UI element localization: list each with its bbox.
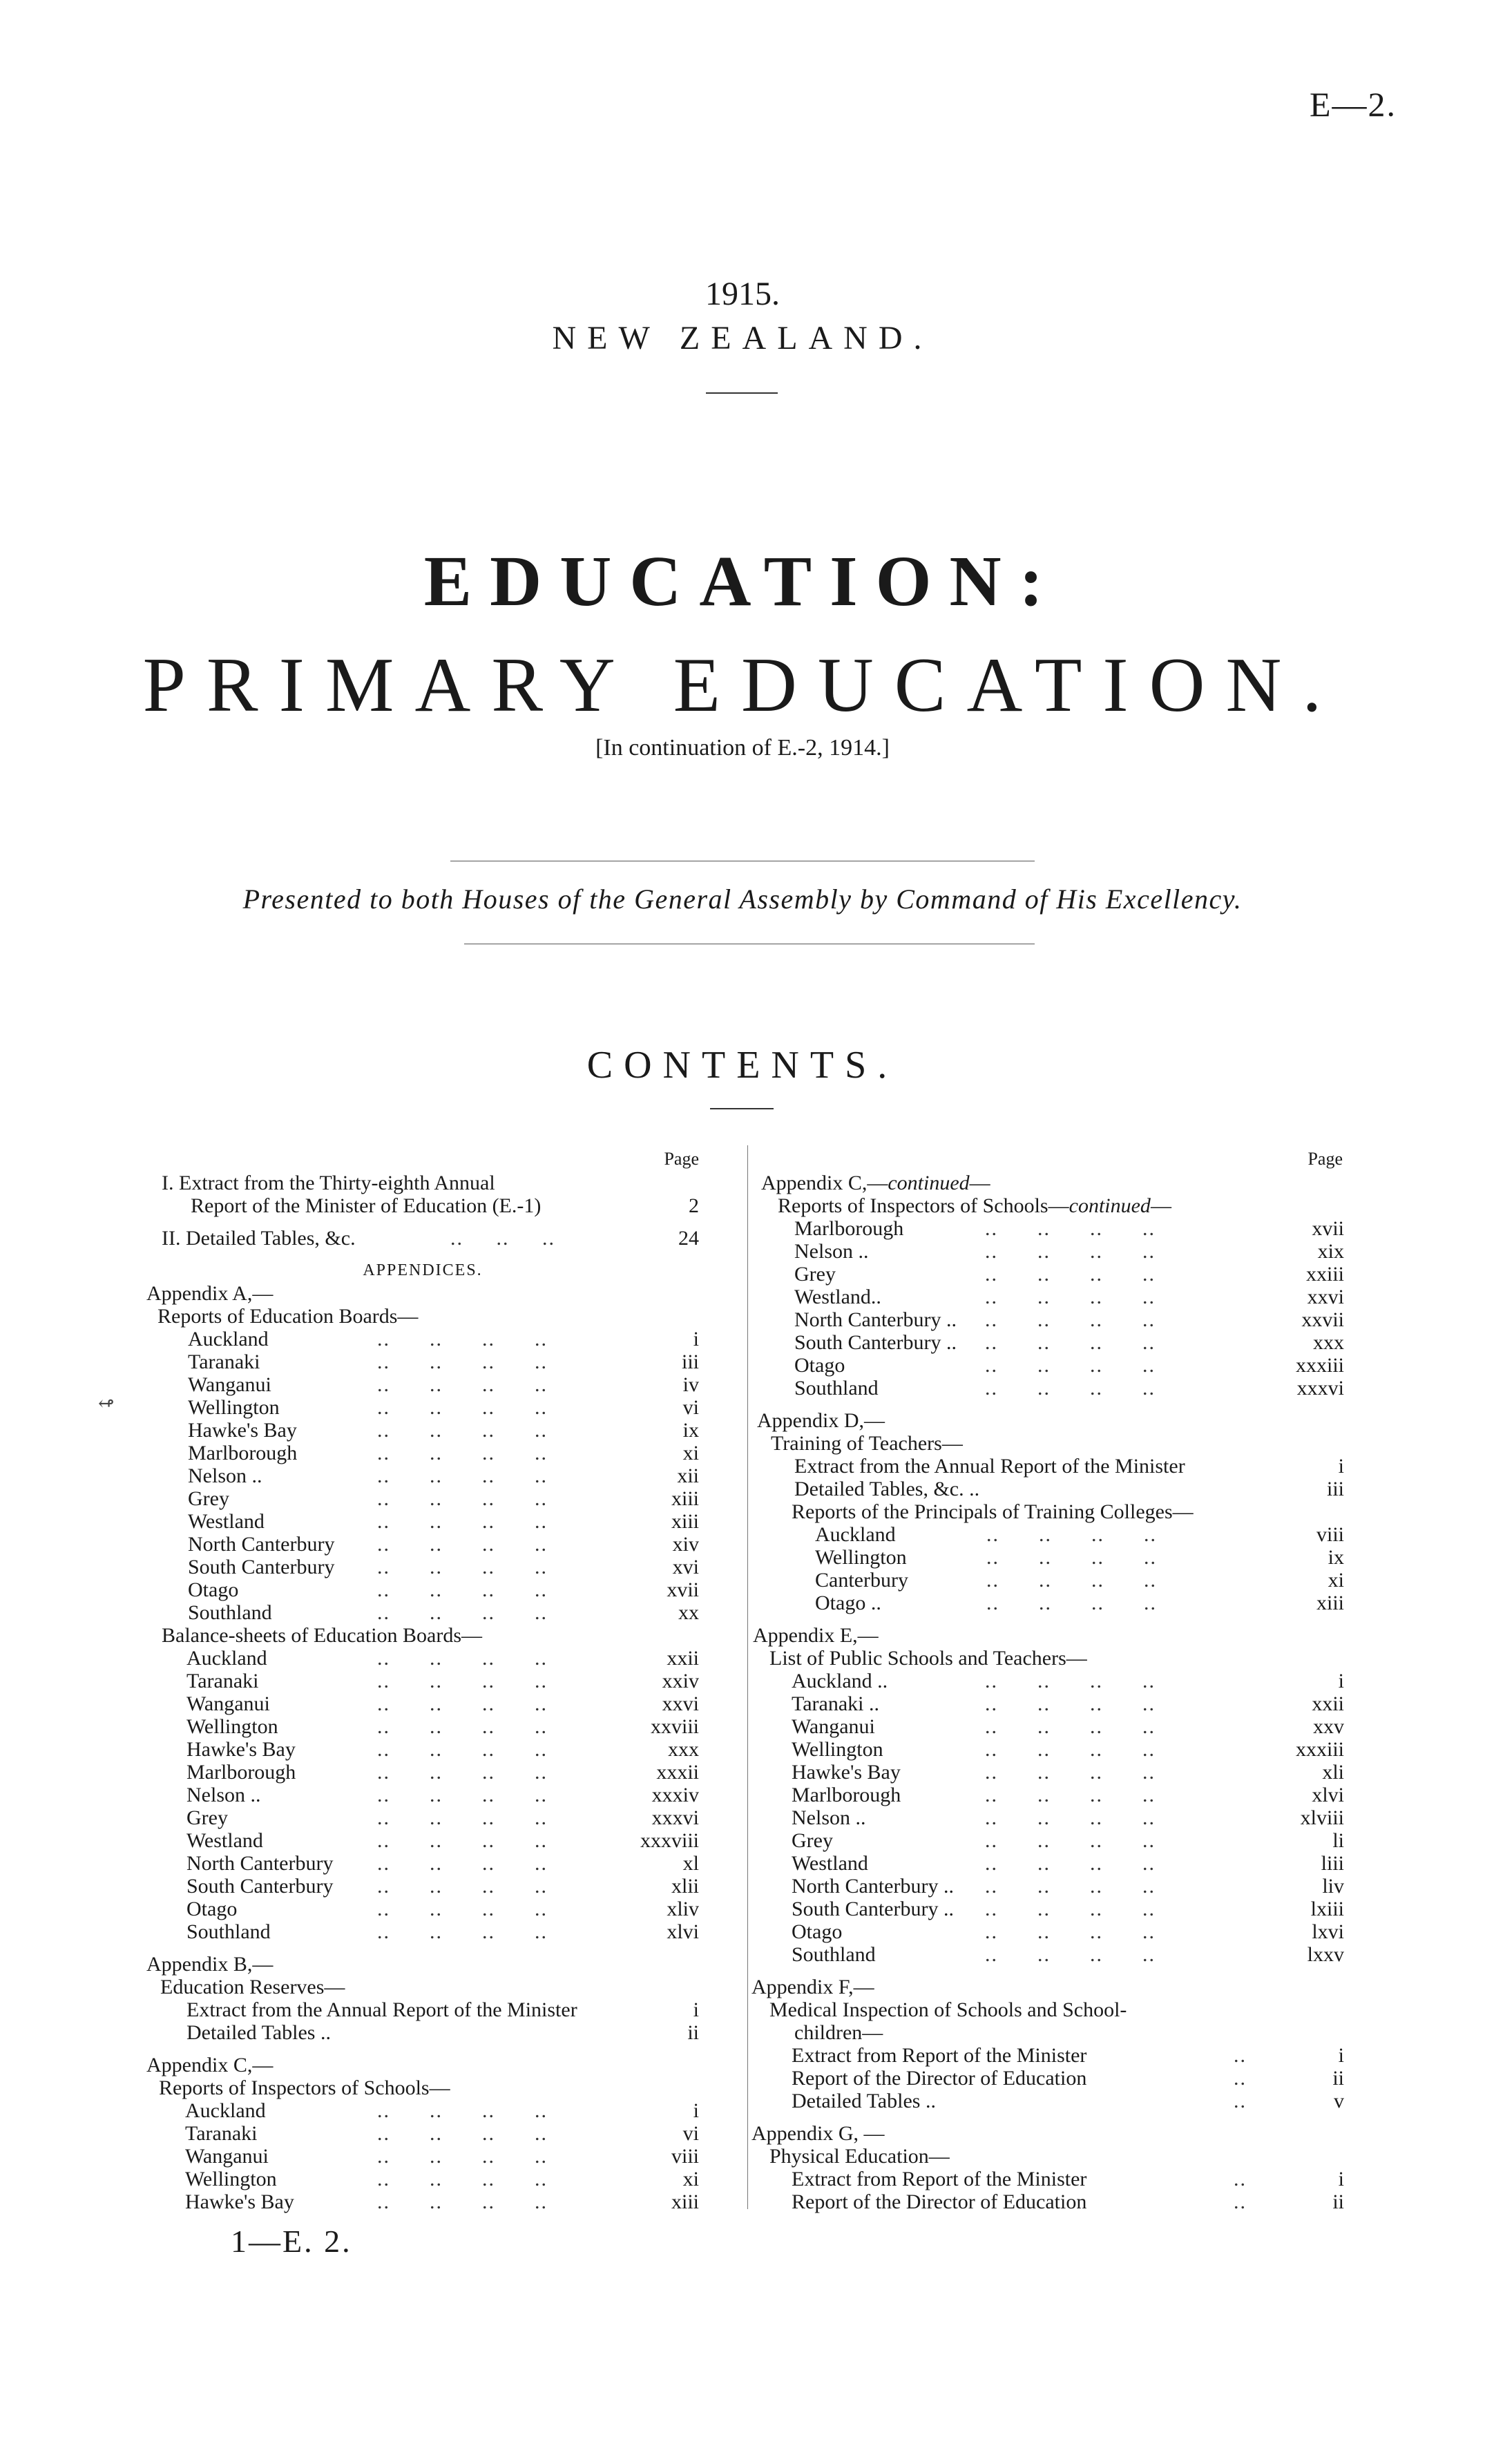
toc-entry: Auckland .. .. .. .. .. i bbox=[792, 1670, 1344, 1692]
toc-entry-label: Wanganui bbox=[185, 2145, 269, 2168]
toc-entry: Nelson .. .. .. .. .. xxxiv bbox=[186, 1784, 699, 1806]
toc-entry-page: xlvi bbox=[1312, 1784, 1344, 1806]
appendix-title: Appendix B,— bbox=[146, 1953, 274, 1976]
toc-entry: Otago .. .. .. .. xxxiii bbox=[794, 1354, 1344, 1377]
toc-entry-page: xl bbox=[682, 1852, 699, 1875]
toc-entry-label: Southland bbox=[186, 1920, 271, 1943]
toc-entry: Wellington .. .. .. .. xi bbox=[185, 2168, 699, 2190]
appendix-subtitle: children— bbox=[794, 2021, 883, 2044]
toc-entry: Extract from Report of the Minister .. i bbox=[792, 2044, 1344, 2067]
toc-entry: Otago .. .. .. .. xliv bbox=[186, 1898, 699, 1920]
toc-entry-label: Wellington bbox=[815, 1546, 907, 1569]
toc-entry-label: Westland bbox=[188, 1510, 265, 1533]
toc-entry: Westland .. .. .. .. liii bbox=[792, 1852, 1344, 1875]
toc-entry: Wellington .. .. .. .. ix bbox=[815, 1546, 1344, 1569]
toc-entry-page: viii bbox=[671, 2145, 699, 2168]
toc-entry-label: Nelson .. bbox=[792, 1806, 866, 1829]
appendix-subtitle: Balance-sheets of Education Boards— bbox=[162, 1624, 483, 1647]
toc-entry-page: xlii bbox=[671, 1875, 699, 1898]
toc-entry-page: xxxii bbox=[656, 1761, 699, 1784]
divider-rule bbox=[706, 392, 778, 394]
toc-entry-page: iv bbox=[682, 1373, 699, 1396]
toc-entry-label: Wellington bbox=[186, 1715, 278, 1738]
appendix-subtitle: Medical Inspection of Schools and School- bbox=[769, 1998, 1127, 2021]
toc-entry-page: xxxiii bbox=[1295, 1738, 1344, 1761]
toc-entry: Grey .. .. .. .. li bbox=[792, 1829, 1344, 1852]
toc-entry-label: Otago bbox=[186, 1898, 238, 1920]
toc-entry-page: xliv bbox=[667, 1898, 699, 1920]
toc-entry: Taranaki .. .. .. .. vi bbox=[185, 2122, 699, 2145]
toc-entry-page: xi bbox=[682, 1442, 699, 1464]
toc-entry-page: xxvi bbox=[1307, 1286, 1344, 1308]
toc-entry-page: ii bbox=[1332, 2190, 1344, 2213]
toc-entry-label: Auckland .. bbox=[792, 1670, 888, 1692]
toc-entry: Hawke's Bay .. .. .. .. xxx bbox=[186, 1738, 699, 1761]
toc-entry-page: vi bbox=[682, 1396, 699, 1419]
year: 1915. bbox=[705, 276, 780, 312]
toc-entry: North Canterbury .. .. .. .. xl bbox=[186, 1852, 699, 1875]
appendix-title: Appendix C,—continued— bbox=[761, 1172, 990, 1194]
toc-entry-page: xxviii bbox=[650, 1715, 699, 1738]
toc-entry-label: South Canterbury .. bbox=[794, 1331, 957, 1354]
contents-right-column bbox=[750, 1147, 1344, 2213]
appendix-subtitle: Reports of Inspectors of Schools—continued— bbox=[778, 1194, 1171, 1217]
toc-entry-page: ii bbox=[687, 2021, 699, 2044]
toc-entry-label: Wanganui bbox=[792, 1715, 875, 1738]
toc-entry: Nelson .. .. .. .. .. xii bbox=[188, 1464, 699, 1487]
toc-entry-label: Nelson .. bbox=[794, 1240, 869, 1263]
toc-entry-page: xxii bbox=[667, 1647, 699, 1670]
toc-entry-page: xxxiv bbox=[651, 1784, 699, 1806]
toc-entry-label: Taranaki bbox=[186, 1670, 259, 1692]
appendix-subtitle: Education Reserves— bbox=[160, 1976, 345, 1998]
appendix-title: Appendix C,— bbox=[146, 2054, 274, 2076]
toc-entry-label: Grey bbox=[188, 1487, 229, 1510]
toc-entry bbox=[750, 1478, 1344, 1500]
appendices-heading: APPENDICES. bbox=[363, 1261, 483, 1279]
toc-entry-page: lxvi bbox=[1312, 1920, 1344, 1943]
toc-entry-label: Wanganui bbox=[188, 1373, 271, 1396]
appendix-subtitle: Reports of Inspectors of Schools— bbox=[159, 2076, 450, 2099]
divider-rule bbox=[710, 1108, 774, 1109]
toc-entry: South Canterbury .. .. .. .. .. xxx bbox=[794, 1331, 1344, 1354]
toc-entry-page: liv bbox=[1322, 1875, 1344, 1898]
toc-entry: North Canterbury .. .. .. .. .. xxvii bbox=[794, 1308, 1344, 1331]
toc-entry: South Canterbury .. .. .. .. xlii bbox=[186, 1875, 699, 1898]
toc-entry-page: xiii bbox=[671, 1487, 699, 1510]
toc-entry-label: Westland bbox=[792, 1852, 868, 1875]
appendix-title: Appendix A,— bbox=[146, 1282, 274, 1305]
toc-entry-label: North Canterbury .. bbox=[794, 1308, 957, 1331]
appendix-subtitle: Physical Education— bbox=[769, 2145, 950, 2168]
toc-entry-label: Otago bbox=[794, 1354, 845, 1377]
toc-entry: Southland .. .. .. .. xlvi bbox=[186, 1920, 699, 1943]
toc-entry: North Canterbury .. .. .. .. xiv bbox=[188, 1533, 699, 1556]
toc-entry: South Canterbury .. .. .. .. .. lxiii bbox=[792, 1898, 1344, 1920]
toc-entry-label: Hawke's Bay bbox=[186, 1738, 296, 1761]
toc-entry-page: xxxvi bbox=[1296, 1377, 1344, 1400]
toc-entry-label: Report of the Director of Education bbox=[792, 2067, 1087, 2090]
sheet-number: 1—E. 2. bbox=[231, 2224, 352, 2259]
toc-entry-page: xxx bbox=[668, 1738, 699, 1761]
appendix-title: Appendix F,— bbox=[751, 1976, 874, 1998]
appendix-subtitle: Reports of Education Boards— bbox=[157, 1305, 419, 1328]
toc-entry-label: Southland bbox=[792, 1943, 876, 1966]
toc-entry-label: North Canterbury .. bbox=[792, 1875, 954, 1898]
toc-entry: Report of the Minister of Education (E.-1) 2 bbox=[191, 1194, 699, 1217]
toc-entry: Auckland .. .. .. .. i bbox=[185, 2099, 699, 2122]
toc-entry: Taranaki .. .. .. .. iii bbox=[188, 1350, 699, 1373]
toc-entry: Westland .. .. .. .. xxxviii bbox=[186, 1829, 699, 1852]
toc-entry bbox=[146, 2021, 699, 2044]
toc-entry: Wanganui .. .. .. .. xxvi bbox=[186, 1692, 699, 1715]
document-title-line1: EDUCATION: bbox=[423, 542, 1062, 621]
toc-entry-label: Auckland bbox=[185, 2099, 266, 2122]
toc-entry-page: i bbox=[693, 1328, 699, 1350]
toc-entry-page: liii bbox=[1321, 1852, 1344, 1875]
toc-entry: Hawke's Bay .. .. .. .. xiii bbox=[185, 2190, 699, 2213]
toc-entry-label: Auckland bbox=[186, 1647, 267, 1670]
toc-entry-page: i bbox=[693, 1998, 699, 2021]
toc-entry: Hawke's Bay .. .. .. .. xli bbox=[792, 1761, 1344, 1784]
toc-entry-page: xxxiii bbox=[1295, 1354, 1344, 1377]
column-divider bbox=[747, 1145, 748, 2209]
toc-entry-page: ii bbox=[1332, 2067, 1344, 2090]
toc-entry: Report of the Director of Education .. ii bbox=[792, 2190, 1344, 2213]
appendix-title: Appendix G, — bbox=[751, 2122, 885, 2145]
toc-entry: Detailed Tables .. .. v bbox=[792, 2090, 1344, 2112]
toc-entry: I. Extract from the Thirty-eighth Annual bbox=[162, 1172, 495, 1194]
toc-entry-label: North Canterbury bbox=[186, 1852, 334, 1875]
toc-entry-page: iii bbox=[1326, 1478, 1344, 1500]
toc-entry: Hawke's Bay .. .. .. .. ix bbox=[188, 1419, 699, 1442]
toc-entry-page: v bbox=[1334, 2090, 1344, 2112]
toc-entry: Nelson .. .. .. .. .. xlviii bbox=[792, 1806, 1344, 1829]
toc-entry-label: Extract from Report of the Minister bbox=[792, 2044, 1087, 2067]
country-name: NEW ZEALAND. bbox=[552, 320, 933, 356]
toc-entry-label: Hawke's Bay bbox=[185, 2190, 294, 2213]
toc-entry-page: i bbox=[693, 2099, 699, 2122]
toc-entry-label: Taranaki bbox=[185, 2122, 258, 2145]
toc-entry-label: Detailed Tables, &c. .. bbox=[794, 1478, 980, 1500]
toc-entry-label: Report of the Director of Education bbox=[792, 2190, 1087, 2213]
toc-entry: Wanganui .. .. .. .. xxv bbox=[792, 1715, 1344, 1738]
toc-entry-page: xli bbox=[1322, 1761, 1344, 1784]
toc-entry: Nelson .. .. .. .. .. xix bbox=[794, 1240, 1344, 1263]
toc-entry-page: xii bbox=[677, 1464, 699, 1487]
toc-entry-page: xxiv bbox=[662, 1670, 699, 1692]
toc-entry: Wellington .. .. .. .. xxviii bbox=[186, 1715, 699, 1738]
toc-entry-page: ix bbox=[1328, 1546, 1344, 1569]
toc-entry bbox=[750, 1455, 1344, 1478]
toc-entry bbox=[146, 1998, 699, 2021]
toc-entry-page: lxiii bbox=[1310, 1898, 1344, 1920]
toc-entry: Extract from Report of the Minister .. i bbox=[792, 2168, 1344, 2190]
toc-entry-label: Westland.. bbox=[794, 1286, 881, 1308]
toc-entry-label: South Canterbury bbox=[186, 1875, 334, 1898]
toc-entry-label: Marlborough bbox=[792, 1784, 901, 1806]
toc-entry-label: Taranaki bbox=[188, 1350, 260, 1373]
toc-entry: Report of the Director of Education .. ii bbox=[792, 2067, 1344, 2090]
contents-left-column bbox=[146, 1147, 699, 2213]
toc-entry-label: Wellington bbox=[185, 2168, 277, 2190]
toc-entry-label: Westland bbox=[186, 1829, 263, 1852]
toc-entry-label: Wanganui bbox=[186, 1692, 270, 1715]
toc-entry-label: Marlborough bbox=[794, 1217, 904, 1240]
toc-entry-page: xix bbox=[1317, 1240, 1344, 1263]
toc-entry-page: xiv bbox=[672, 1533, 699, 1556]
toc-entry: Wanganui .. .. .. .. viii bbox=[185, 2145, 699, 2168]
toc-entry-page: xlvi bbox=[667, 1920, 699, 1943]
toc-entry-page: xiii bbox=[671, 1510, 699, 1533]
toc-entry-label: Grey bbox=[794, 1263, 836, 1286]
toc-entry: Otago .. .. .. .. xvii bbox=[188, 1578, 699, 1601]
toc-entry: Wanganui .. .. .. .. iv bbox=[188, 1373, 699, 1396]
page-code: E—2. bbox=[1309, 85, 1397, 124]
toc-entry: Westland.. .. .. .. .. xxvi bbox=[794, 1286, 1344, 1308]
toc-entry-page: iii bbox=[681, 1350, 699, 1373]
toc-entry-page: xi bbox=[1328, 1569, 1344, 1592]
toc-entry-label: Wellington bbox=[188, 1396, 280, 1419]
margin-mark: ↫ bbox=[98, 1393, 115, 1415]
toc-entry-label: Southland bbox=[794, 1377, 879, 1400]
toc-entry: Otago .. .. .. .. .. xiii bbox=[815, 1592, 1344, 1614]
toc-entry-page: i bbox=[1338, 2168, 1344, 2190]
toc-entry-label: Wellington bbox=[792, 1738, 883, 1761]
toc-entry-page: xlviii bbox=[1300, 1806, 1344, 1829]
toc-entry-label: Otago bbox=[188, 1578, 239, 1601]
toc-entry: Taranaki .. .. .. .. .. xxii bbox=[792, 1692, 1344, 1715]
presented-statement: Presented to both Houses of the General Assembly by Command of His Excellency. bbox=[242, 884, 1243, 915]
toc-entry-page: xx bbox=[678, 1601, 699, 1624]
toc-entry: Grey .. .. .. .. xxxvi bbox=[186, 1806, 699, 1829]
toc-entry: Auckland .. .. .. .. xxii bbox=[186, 1647, 699, 1670]
toc-entry: Marlborough .. .. .. .. xxxii bbox=[186, 1761, 699, 1784]
toc-entry-page: xxv bbox=[1313, 1715, 1344, 1738]
toc-entry-page: xxii bbox=[1312, 1692, 1344, 1715]
toc-entry-page: i bbox=[1338, 1455, 1344, 1478]
toc-entry-page: xvi bbox=[672, 1556, 699, 1578]
toc-entry: Wellington .. .. .. .. vi bbox=[188, 1396, 699, 1419]
toc-entry-label: Marlborough bbox=[186, 1761, 296, 1784]
toc-entry-label: Nelson .. bbox=[188, 1464, 262, 1487]
toc-entry-page: i bbox=[1338, 2044, 1344, 2067]
toc-entry: II. Detailed Tables, &c. .. .. .. 24 bbox=[162, 1227, 699, 1250]
appendix-title: Appendix E,— bbox=[753, 1624, 879, 1647]
appendix-subtitle: Training of Teachers— bbox=[771, 1432, 963, 1455]
toc-entry-page: xxiii bbox=[1305, 1263, 1344, 1286]
toc-entry-label: Extract from the Annual Report of the Minister bbox=[794, 1455, 1185, 1478]
toc-entry: Marlborough .. .. .. .. xlvi bbox=[792, 1784, 1344, 1806]
toc-entry-page: xxxviii bbox=[640, 1829, 699, 1852]
toc-entry-label: Extract from Report of the Minister bbox=[792, 2168, 1087, 2190]
toc-entry: Wellington .. .. .. .. xxxiii bbox=[792, 1738, 1344, 1761]
toc-entry: Grey .. .. .. .. xxiii bbox=[794, 1263, 1344, 1286]
toc-entry: Southland .. .. .. .. lxxv bbox=[792, 1943, 1344, 1966]
toc-entry-page: xxvii bbox=[1301, 1308, 1344, 1331]
toc-entry-label: Canterbury bbox=[815, 1569, 908, 1592]
toc-entry: Marlborough .. .. .. .. xvii bbox=[794, 1217, 1344, 1240]
toc-entry-label: Hawke's Bay bbox=[188, 1419, 297, 1442]
toc-entry-page: vi bbox=[682, 2122, 699, 2145]
toc-entry-page: xxxvi bbox=[651, 1806, 699, 1829]
toc-entry-label: Auckland bbox=[188, 1328, 269, 1350]
toc-entry: Taranaki .. .. .. .. xxiv bbox=[186, 1670, 699, 1692]
toc-entry: Southland .. .. .. .. xxxvi bbox=[794, 1377, 1344, 1400]
toc-entry-label: North Canterbury bbox=[188, 1533, 335, 1556]
toc-entry-page: lxxv bbox=[1307, 1943, 1344, 1966]
toc-entry-page: viii bbox=[1316, 1523, 1344, 1546]
toc-entry-label: South Canterbury .. bbox=[792, 1898, 954, 1920]
toc-entry-label: Otago bbox=[792, 1920, 843, 1943]
toc-entry-page: xxx bbox=[1313, 1331, 1344, 1354]
toc-entry-label: Grey bbox=[792, 1829, 833, 1852]
toc-entry-label: Extract from the Annual Report of the Minister bbox=[186, 1998, 577, 2021]
toc-entry-page: li bbox=[1332, 1829, 1344, 1852]
appendix-title: Appendix D,— bbox=[757, 1409, 885, 1432]
toc-entry-page: xiii bbox=[671, 2190, 699, 2213]
appendix-subtitle: Reports of the Principals of Training Colleges— bbox=[792, 1500, 1194, 1523]
toc-entry-label: Taranaki .. bbox=[792, 1692, 880, 1715]
toc-entry-label: Detailed Tables .. bbox=[186, 2021, 331, 2044]
toc-entry: Southland .. .. .. .. xx bbox=[188, 1601, 699, 1624]
toc-entry-page: xxvi bbox=[662, 1692, 699, 1715]
toc-entry-label: South Canterbury bbox=[188, 1556, 335, 1578]
toc-entry-label: Nelson .. bbox=[186, 1784, 261, 1806]
appendix-subtitle: List of Public Schools and Teachers— bbox=[769, 1647, 1087, 1670]
page-column-header: Page bbox=[664, 1149, 699, 1169]
page-column-header: Page bbox=[1307, 1149, 1343, 1169]
toc-entry: Marlborough .. .. .. .. xi bbox=[188, 1442, 699, 1464]
toc-entry-label: Marlborough bbox=[188, 1442, 298, 1464]
toc-entry-page: i bbox=[1338, 1670, 1344, 1692]
continuation-note: [In continuation of E.-2, 1914.] bbox=[595, 735, 890, 761]
toc-entry: Westland .. .. .. .. xiii bbox=[188, 1510, 699, 1533]
toc-entry-page: xiii bbox=[1316, 1592, 1344, 1614]
contents-heading: CONTENTS. bbox=[586, 1044, 899, 1087]
document-title-line2: PRIMARY EDUCATION. bbox=[142, 642, 1343, 728]
toc-entry: South Canterbury .. .. .. .. xvi bbox=[188, 1556, 699, 1578]
toc-entry-label: Grey bbox=[186, 1806, 228, 1829]
toc-entry-page: ix bbox=[682, 1419, 699, 1442]
toc-entry-label: Hawke's Bay bbox=[792, 1761, 901, 1784]
toc-entry: Canterbury .. .. .. .. xi bbox=[815, 1569, 1344, 1592]
toc-entry: Auckland .. .. .. .. viii bbox=[815, 1523, 1344, 1546]
toc-entry-label: Auckland bbox=[815, 1523, 896, 1546]
toc-entry-label: Otago .. bbox=[815, 1592, 881, 1614]
toc-entry-page: xi bbox=[682, 2168, 699, 2190]
toc-entry-page: xvii bbox=[667, 1578, 699, 1601]
toc-entry-page: xvii bbox=[1312, 1217, 1344, 1240]
toc-entry: Auckland .. .. .. .. i bbox=[188, 1328, 699, 1350]
toc-entry: North Canterbury .. .. .. .. .. liv bbox=[792, 1875, 1344, 1898]
toc-entry-label: Southland bbox=[188, 1601, 272, 1624]
toc-entry-label: Detailed Tables .. bbox=[792, 2090, 936, 2112]
toc-entry: Otago .. .. .. .. lxvi bbox=[792, 1920, 1344, 1943]
toc-entry: Grey .. .. .. .. xiii bbox=[188, 1487, 699, 1510]
